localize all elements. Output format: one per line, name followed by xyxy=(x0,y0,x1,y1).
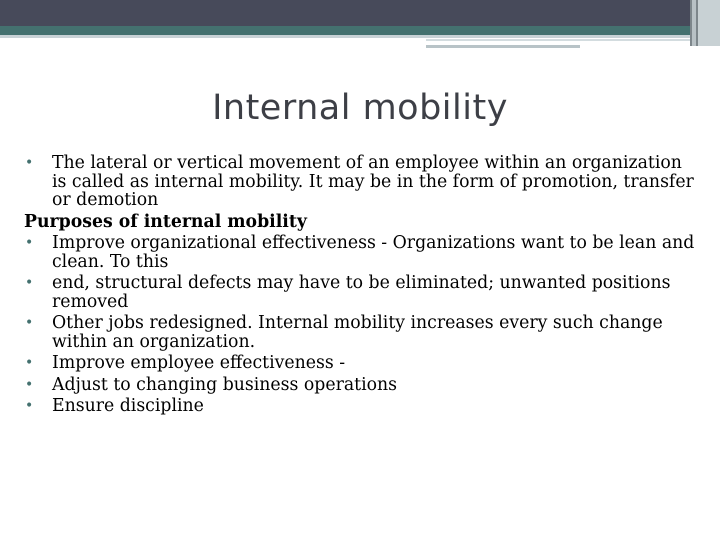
bullet-icon: • xyxy=(25,315,34,331)
top-right-decoration xyxy=(690,0,720,46)
bullet-text: Adjust to changing business operations xyxy=(52,374,398,395)
bullet-text: Improve organizational effectiveness - Organizations want to be lean and clean. To this xyxy=(52,233,695,272)
bullet-item xyxy=(20,234,700,271)
bullet-text: Other jobs redesigned. Internal mobility increases every such change within an organization. xyxy=(52,313,663,352)
bullet-text: Improve employee effectiveness - xyxy=(52,353,346,373)
slide-body xyxy=(20,154,700,419)
top-accent-stripe xyxy=(0,26,720,35)
top-banner xyxy=(0,0,720,26)
bullet-item xyxy=(20,397,700,416)
bullet-icon: • xyxy=(25,355,34,371)
bullet-icon: • xyxy=(25,155,34,171)
bullet-icon: • xyxy=(25,376,34,393)
header-rule-thin xyxy=(426,39,690,41)
bullet-icon: • xyxy=(25,235,34,251)
bullet-item xyxy=(20,314,700,351)
bullet-item xyxy=(20,154,700,210)
bullet-item xyxy=(20,274,700,311)
bullet-text: end, structural defects may have to be eliminated; unwanted positions removed xyxy=(52,273,671,312)
bullet-text: Ensure discipline xyxy=(52,396,204,416)
section-heading: Purposes of internal mobility xyxy=(24,211,307,232)
bullet-item xyxy=(20,354,700,373)
bullet-icon: • xyxy=(25,275,34,291)
bullet-item xyxy=(20,376,700,395)
slide-title: Internal mobility xyxy=(212,88,508,128)
bullet-icon: • xyxy=(25,398,34,414)
bullet-text: The lateral or vertical movement of an employee within an organization is called as internal mobility. It may be in the form of promotion, transfer or demotion xyxy=(52,153,694,210)
header-rule-short xyxy=(426,45,580,48)
header-rule xyxy=(0,35,690,38)
